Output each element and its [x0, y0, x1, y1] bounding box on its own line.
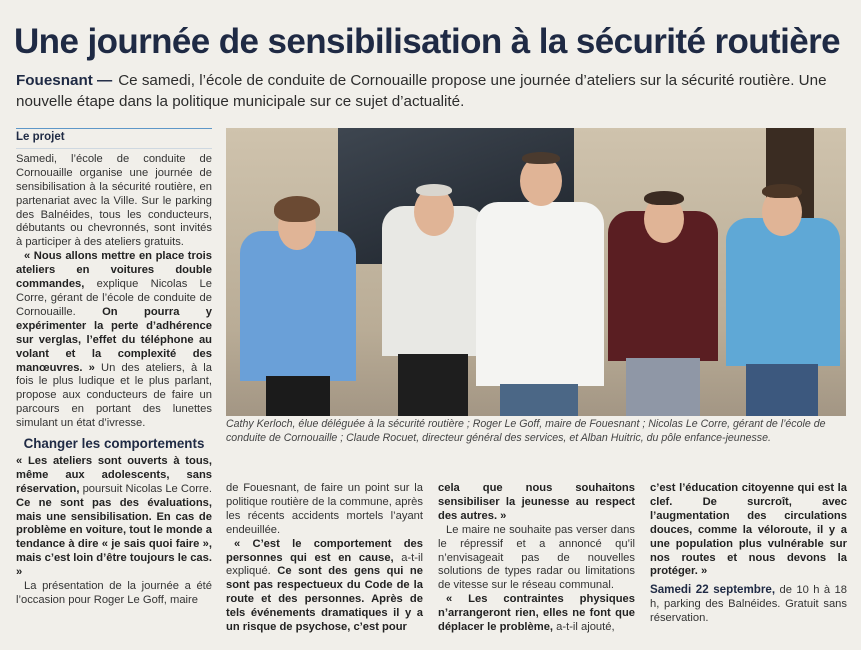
attribution: a-t-il expliqué. — [226, 551, 423, 578]
paragraph — [650, 482, 847, 579]
quote: On pourra y expérimenter la perte d’adhérence sur verglas, l’effet du téléphone au volant et la complexité des manœuvres. » — [16, 305, 213, 374]
headline: Une journée de sensibilisation à la sécurité routière — [14, 22, 840, 61]
column-1 — [16, 128, 212, 608]
subheading: Changer les comportements — [23, 436, 205, 452]
quote: cela que nous souhaitons sensibiliser la jeunesse au respect des autres. » — [438, 482, 635, 522]
paragraph-text: Un des ateliers, à la fois le plus ludique et le plus parlant, propose aux conducteurs de faire un parcours en portant des lunettes simulant un état d’ivresse. — [16, 361, 213, 430]
attribution: a-t-il ajouté, — [553, 621, 615, 634]
dateline-place: Fouesnant — — [16, 72, 113, 89]
paragraph — [226, 538, 423, 635]
quote: c’est l’éducation citoyenne qui est la clef. De surcroît, avec l’augmentation des circulations douces, comme la véloroute, il y a une population plus vulnérable sur nos routes et nous devons la protéger. » — [650, 482, 847, 578]
quote: Ce ne sont pas des évaluations, mais une sensibilisation. En cas de problème en voiture, tout le monde a tendance à dire « je sais quoi faire », mais c’est loin d’être toujours le cas. » — [16, 496, 212, 579]
column-2 — [226, 482, 423, 635]
person-cathy-kerloch — [232, 166, 364, 416]
practical-info — [650, 583, 847, 626]
quote: « C’est le comportement des personnes qui est en cause, — [226, 537, 423, 564]
column-4 — [650, 482, 847, 626]
column-3 — [438, 482, 635, 635]
event-details: de 10 h à 18 h, parking des Balnéides. Gratuit sans réservation. — [650, 584, 847, 625]
quote: « Les ateliers sont ouverts à tous, même aux adolescents, sans réservation, — [16, 454, 212, 495]
paragraph: de Fouesnant, de faire un point sur la politique routière de la commune, après les récents accidents mortels l’ayant endeuillée. — [226, 482, 423, 536]
paragraph: Le maire ne souhaite pas verser dans le répressif et a annoncé qu’il n’envisageait pas de nouvelles solutions de types radar ou limitations de vitesse sur le réseau communal. — [438, 523, 635, 592]
section-label: Le projet — [16, 131, 212, 149]
attribution: poursuit Nicolas Le Corre. — [79, 482, 212, 495]
article-photo — [226, 128, 846, 416]
paragraph-3 — [16, 455, 212, 580]
person-claude-rocuet — [604, 161, 722, 416]
lede-text: Ce samedi, l’école de conduite de Cornouaille propose une journée d’ateliers sur la sécurité routière. Une nouvelle étape dans la politique municipale sur ce sujet d’actualité. — [16, 72, 827, 110]
quote: « Nous allons mettre en place trois ateliers en voitures double commandes, — [16, 250, 212, 291]
person-alban-huitric — [722, 158, 844, 416]
person-nicolas-le-corre — [472, 138, 608, 416]
attribution: explique Nicolas Le Corre, gérant de l’école de conduite de Cornouaille. — [16, 278, 212, 318]
paragraph-1: Samedi, l’école de conduite de Cornouaille organise une journée de sensibilisation à la sécurité routière, en partenariat avec la Ville. Sur le parking des Balnéides, tous les conducteurs, débutants ou chevronnés, sont invités à participer à des ateliers gratuits. — [16, 152, 212, 249]
paragraph-4: La présentation de la journée a été l’occasion pour Roger Le Goff, maire — [16, 580, 212, 606]
paragraph — [438, 593, 635, 635]
paragraph-2 — [16, 250, 212, 431]
event-date: Samedi 22 septembre, — [650, 583, 776, 597]
quote: Ce sont des gens qui ne sont pas respectueux du Code de la route et des personnes. Après de tels événements dramatiques il y a un risque de psychose, c’est pour — [226, 565, 423, 634]
quote: « Les contraintes physiques n’arrangeront rien, elles ne font que déplacer le problème, — [438, 593, 635, 634]
paragraph — [438, 482, 635, 524]
photo-caption: Cathy Kerloch, élue déléguée à la sécurité routière ; Roger Le Goff, maire de Fouesnant ; Nicolas Le Corre, gérant de l’école de conduite de Cornouaille ; Claude Rocuet, directeur général des services, et Alban Huitric, du pôle enfance-jeunesse. — [226, 418, 826, 444]
lede — [16, 70, 846, 112]
section-rule — [16, 128, 212, 129]
